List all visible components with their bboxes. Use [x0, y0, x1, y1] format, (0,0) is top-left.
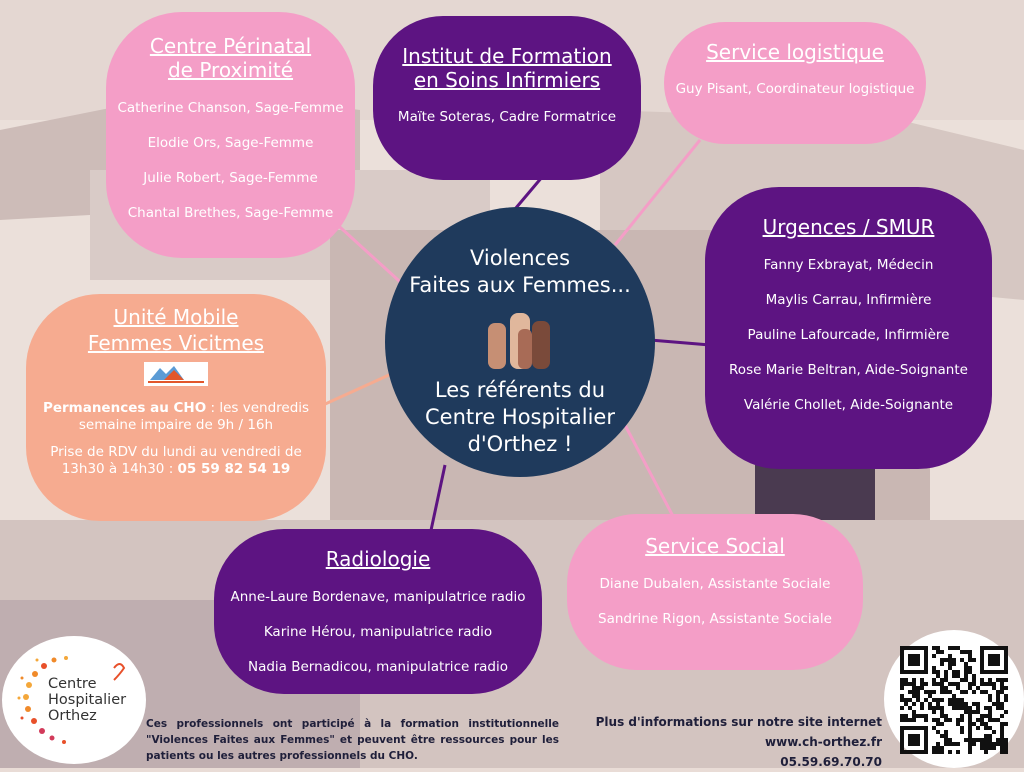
rdv-detail: Prise de RDV du lundi au vendredi de 13h30 à 14h30 :: [50, 444, 302, 477]
qr-code-icon[interactable]: [900, 646, 1008, 754]
person-item: Karine Hérou, manipulatrice radio: [263, 624, 493, 640]
person-item: Rose Marie Beltran, Aide-Soignante: [729, 362, 968, 378]
permanences-label: Permanences au CHO: [42, 400, 207, 416]
permanences-detail: : les vendredis semaine impaire de 9h / 16h: [78, 400, 310, 433]
logo-line: Hospitalier: [48, 692, 127, 708]
center-line: Violences: [469, 246, 571, 270]
logo-text: [48, 676, 126, 724]
center-circle: [385, 207, 655, 477]
title-line: de Proximité: [167, 58, 294, 82]
logo-line: Centre: [48, 676, 97, 692]
person-item: Julie Robert, Sage-Femme: [143, 170, 318, 186]
person-item: Sandrine Rigon, Assistante Sociale: [598, 611, 832, 627]
center-line: Faites aux Femmes...: [409, 273, 631, 297]
logo: [2, 636, 146, 764]
title-line: en Soins Infirmiers: [413, 68, 601, 92]
bubble-unite-mobile: [26, 294, 326, 521]
footer-phone: 05.59.69.70.70: [780, 755, 882, 769]
title-line: Femmes Vicitmes: [87, 331, 265, 355]
ch-pau-logo-icon: [144, 362, 208, 386]
center-line: Centre Hospitalier: [425, 405, 615, 429]
person-item: Valérie Chollet, Aide-Soignante: [743, 397, 954, 413]
bubble-radiologie: [214, 529, 542, 694]
person-item: Nadia Bernadicou, manipulatrice radio: [247, 659, 508, 675]
center-line: Les référents du: [434, 378, 606, 402]
person-item: Anne-Laure Bordenave, manipulatrice radio: [230, 589, 526, 605]
rdv-text: [26, 444, 326, 478]
title-line: Unité Mobile: [113, 305, 239, 329]
website-link[interactable]: www.ch-orthez.fr: [765, 735, 882, 749]
permanences-text: [26, 400, 326, 434]
title-line: Institut de Formation: [402, 44, 612, 68]
person-item: Pauline Lafourcade, Infirmière: [747, 327, 950, 343]
footer-contact: [572, 712, 882, 772]
person-item: Elodie Ors, Sage-Femme: [147, 135, 314, 151]
title-centre-perinatal: [106, 34, 355, 82]
phone-number: 05 59 82 54 19: [177, 461, 291, 477]
bubble-centre-perinatal: [106, 12, 355, 258]
title-unite-mobile: [26, 304, 326, 356]
person-item: Maïte Soteras, Cadre Formatrice: [397, 109, 617, 125]
person-item: Chantal Brethes, Sage-Femme: [127, 205, 334, 221]
title-radiologie: Radiologie: [325, 547, 431, 571]
footer-info: Plus d'informations sur notre site internet: [595, 715, 882, 729]
qr-code-container: [884, 630, 1024, 768]
raised-fists-icon: [480, 307, 560, 369]
center-line: d'Orthez !: [467, 432, 573, 456]
bubble-service-logistique: [664, 22, 926, 144]
bubble-ifsi: [373, 16, 641, 180]
footer-note: Ces professionnels ont participé à la formation institutionnelle "Violences Faites aux Femmes" et peuvent être ressources pour les patients ou les autres professionnels du CHO.: [146, 718, 559, 762]
title-service-social: Service Social: [645, 534, 785, 558]
logo-line: Orthez: [48, 708, 97, 724]
title-line: Centre Périnatal: [149, 34, 312, 58]
person-item: Diane Dubalen, Assistante Sociale: [599, 576, 831, 592]
person-item: Guy Pisant, Coordinateur logistique: [675, 81, 915, 97]
title-service-logistique: Service logistique: [706, 40, 884, 64]
person-item: Maylis Carrau, Infirmière: [765, 292, 932, 308]
title-ifsi: [373, 44, 641, 92]
bubble-urgences-smur: [705, 187, 992, 469]
bubble-service-social: [567, 514, 863, 670]
person-item: Fanny Exbrayat, Médecin: [763, 257, 934, 273]
title-urgences: Urgences / SMUR: [762, 215, 935, 239]
person-item: Catherine Chanson, Sage-Femme: [117, 100, 344, 116]
